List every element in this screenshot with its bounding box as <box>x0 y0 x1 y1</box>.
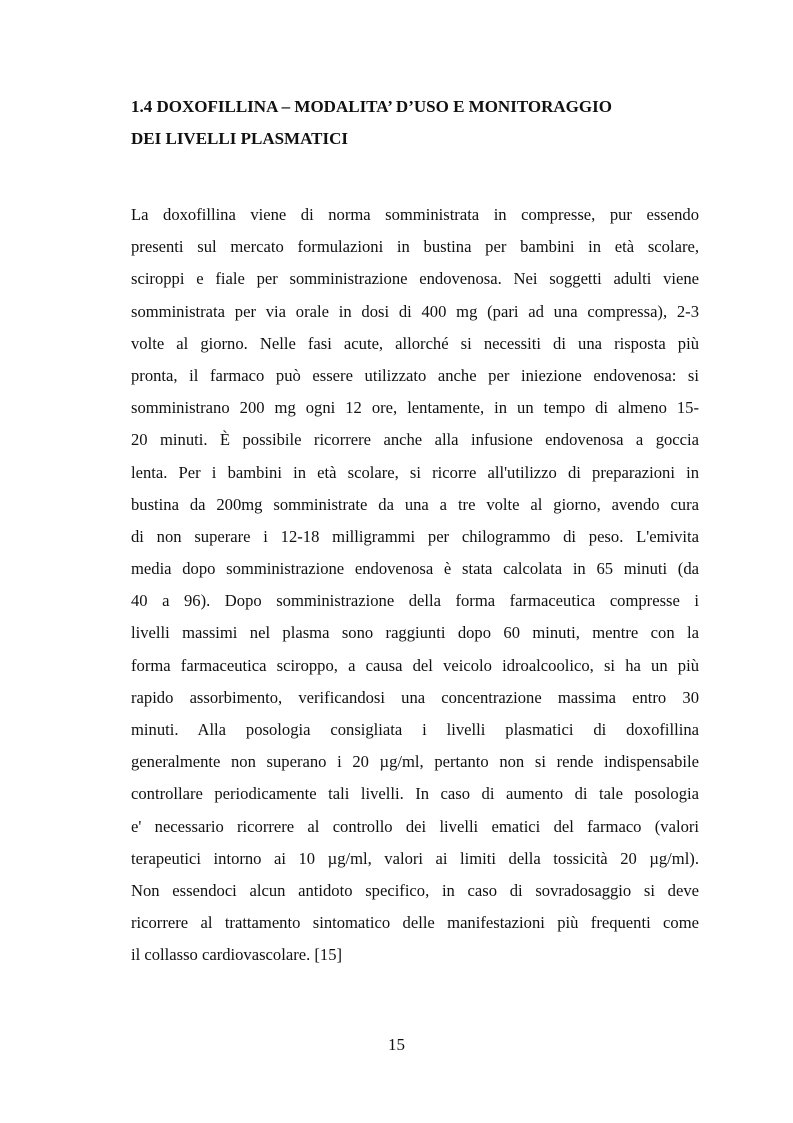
paragraph-line: La doxofillina viene di norma somministrata in compresse, pur essendo <box>131 205 699 224</box>
paragraph-line: Non essendoci alcun antidoto specifico, in caso di sovradosaggio si deve <box>131 880 699 900</box>
paragraph-line: livelli massimi nel plasma sono raggiunti dopo 60 minuti, mentre con la <box>131 623 699 643</box>
paragraph-line: 40 a 96). Dopo somministrazione della forma farmaceutica compresse i <box>131 591 699 611</box>
paragraph-line: somministrata per via orale in dosi di 400 mg (pari ad una compressa), 2-3 <box>131 301 699 321</box>
paragraph-line: di non superare i 12-18 milligrammi per chilogrammo di peso. L'emivita <box>131 526 699 546</box>
section-heading <box>131 91 711 155</box>
paragraph-line: controllare periodicamente tali livelli. In caso di aumento di tale posologia <box>131 784 699 804</box>
paragraph-line: generalmente non superano i 20 µg/ml, pertanto non si rende indispensabile <box>131 752 699 772</box>
section-heading-line-1: 1.4 DOXOFILLINA – MODALITA’ D’USO E MONITORAGGIO <box>131 97 612 116</box>
paragraph-line: presenti sul mercato formulazioni in bustina per bambini in età scolare, <box>131 237 699 257</box>
paragraph-line: e' necessario ricorrere al controllo dei livelli ematici del farmaco (valori <box>131 816 699 836</box>
paragraph-line: 20 minuti. È possibile ricorrere anche alla infusione endovenosa a goccia <box>131 430 699 450</box>
paragraph-line: forma farmaceutica sciroppo, a causa del veicolo idroalcoolico, si ha un più <box>131 655 699 675</box>
paragraph-line: media dopo somministrazione endovenosa è stata calcolata in 65 minuti (da <box>131 559 699 579</box>
paragraph-line: terapeutici intorno ai 10 µg/ml, valori ai limiti della tossicità 20 µg/ml). <box>131 848 699 868</box>
paragraph-line: minuti. Alla posologia consigliata i livelli plasmatici di doxofillina <box>131 720 699 739</box>
paragraph-line-last: il collasso cardiovascolare. [15] <box>131 945 343 965</box>
paragraph-line: somministrano 200 mg ogni 12 ore, lentamente, in un tempo di almeno 15- <box>131 398 699 418</box>
page-number: 15 <box>388 1035 405 1054</box>
paragraph-line: ricorrere al trattamento sintomatico delle manifestazioni più frequenti come <box>131 913 699 933</box>
paragraph-line: sciroppi e fiale per somministrazione endovenosa. Nei soggetti adulti viene <box>131 269 699 289</box>
section-heading-line-2: DEI LIVELLI PLASMATICI <box>131 129 348 148</box>
paragraph-line: bustina da 200mg somministrate da una a tre volte al giorno, avendo cura <box>131 494 699 514</box>
paragraph-line: pronta, il farmaco può essere utilizzato anche per iniezione endovenosa: si <box>131 365 699 385</box>
paragraph-line: rapido assorbimento, verificandosi una concentrazione massima entro 30 <box>131 687 699 707</box>
paragraph-line: lenta. Per i bambini in età scolare, si ricorre all'utilizzo di preparazioni in <box>131 462 699 482</box>
body-paragraph <box>131 199 699 972</box>
paragraph-line: volte al giorno. Nelle fasi acute, allorché si necessiti di una risposta più <box>131 333 699 353</box>
